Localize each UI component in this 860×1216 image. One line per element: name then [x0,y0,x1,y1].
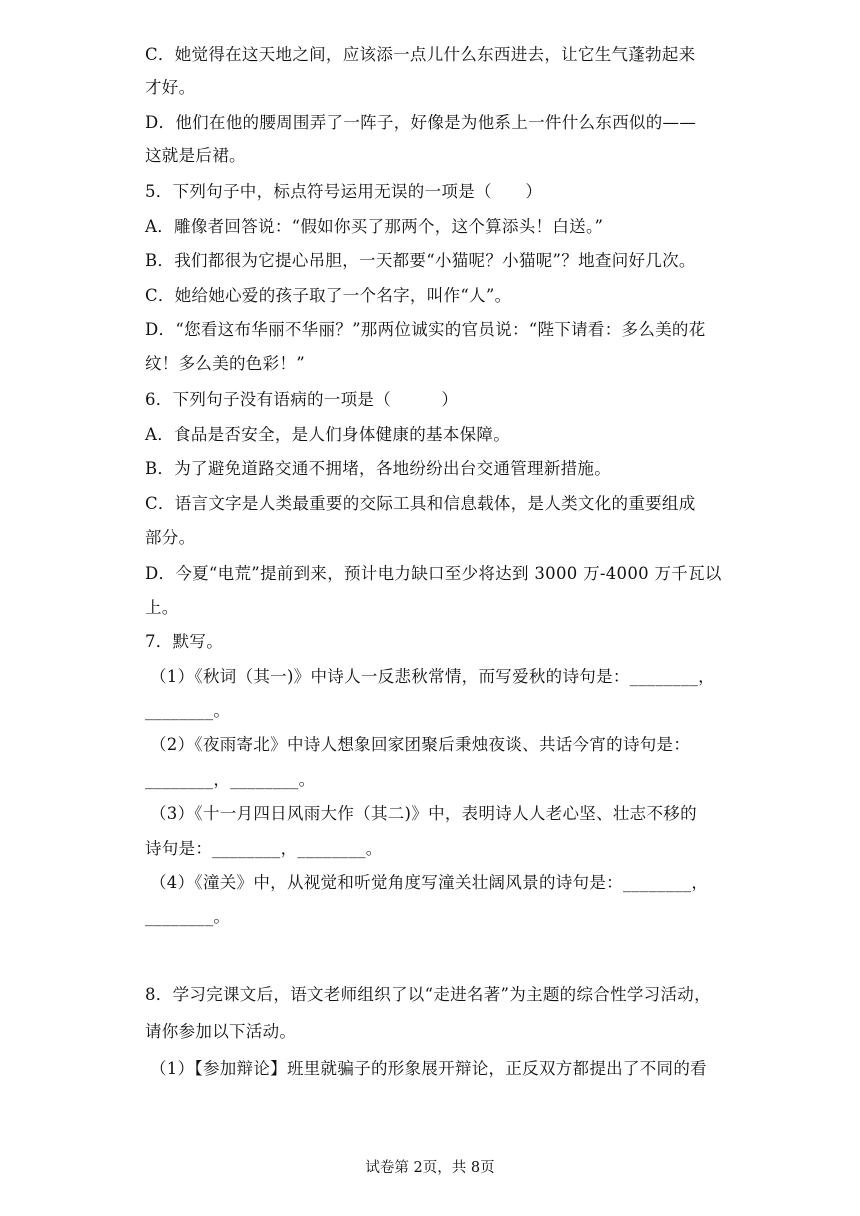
q5-option-b: B．我们都很为它提心吊胆，一天都要“小猫呢？小猫呢”？地查问好几次。 [145,251,696,270]
q4-option-d-line1: D．他们在他的腰周围弄了一阵子，好像是为他系上一件什么东西似的—— [145,113,697,132]
q7-part2-line2: ________，________。 [145,770,316,789]
q5-option-c: C．她给她心爱的孩子取了一个名字，叫作“人”。 [145,286,512,305]
q4-option-c-line1: C．她觉得在这天地之间，应该添一点儿什么东西进去，让它生气蓬勃起来 [145,45,696,64]
q6-option-c-line1: C．语言文字是人类最重要的交际工具和信息载体，是人类文化的重要组成 [145,494,696,513]
q6-option-b: B．为了避免道路交通不拥堵，各地纷纷出台交通管理新措施。 [145,459,612,478]
q5-stem: 5．下列句子中，标点符号运用无误的一项是（ ） [145,182,543,201]
q5-option-a: A．雕像者回答说：“假如你买了那两个，这个算添头！白送。” [145,217,604,236]
q4-option-d-line2: 这就是后裙。 [145,146,246,165]
q7-part4-line2: ________。 [145,907,231,926]
q7-part2-line1: （2）《夜雨寄北》中诗人想象回家团聚后秉烛夜谈、共话今宵的诗句是： [150,735,691,754]
q7-part1-line1: （1）《秋词（其一)》中诗人一反悲秋常情，而写爱秋的诗句是：________， [150,667,715,686]
q7-part1-line2: ________。 [145,701,231,720]
q6-stem: 6．下列句子没有语病的一项是（ ） [145,390,459,409]
q6-option-d-line1: D．今夏“电荒”提前到来，预计电力缺口至少将达到 3000 万-4000 万千瓦以 [145,564,722,583]
q6-option-d-line2: 上。 [145,598,179,617]
q8-stem-line1: 8．学习完课文后，语文老师组织了以“走进名著”为主题的综合性学习活动， [145,985,711,1004]
q8-part1-line1: （1）【参加辩论】班里就骗子的形象展开辩论，正反双方都提出了不同的看 [150,1059,707,1078]
q8-stem-line2: 请你参加以下活动。 [145,1022,297,1041]
page-footer: 试卷第 2页，共 8页 [365,1160,495,1176]
q6-option-a: A．食品是否安全，是人们身体健康的基本保障。 [145,425,511,444]
q6-option-c-line2: 部分。 [145,528,196,547]
q5-option-d-line2: 纹！多么美的色彩！” [145,354,305,373]
q7-part4-line1: （4）《潼关》中，从视觉和听觉角度写潼关壮阔风景的诗句是：________， [150,873,709,892]
q5-option-d-line1: D．“您看这布华丽不华丽？”那两位诚实的官员说：“陛下请看：多么美的花 [145,320,706,339]
q4-option-c-line2: 才好。 [145,78,196,97]
q7-part3-line2: 诗句是：________，________。 [145,839,383,858]
q7-part3-line1: （3）《十一月四日风雨大作（其二)》中，表明诗人人老心坚、壮志不移的 [150,804,697,823]
q7-stem: 7．默写。 [145,632,223,651]
